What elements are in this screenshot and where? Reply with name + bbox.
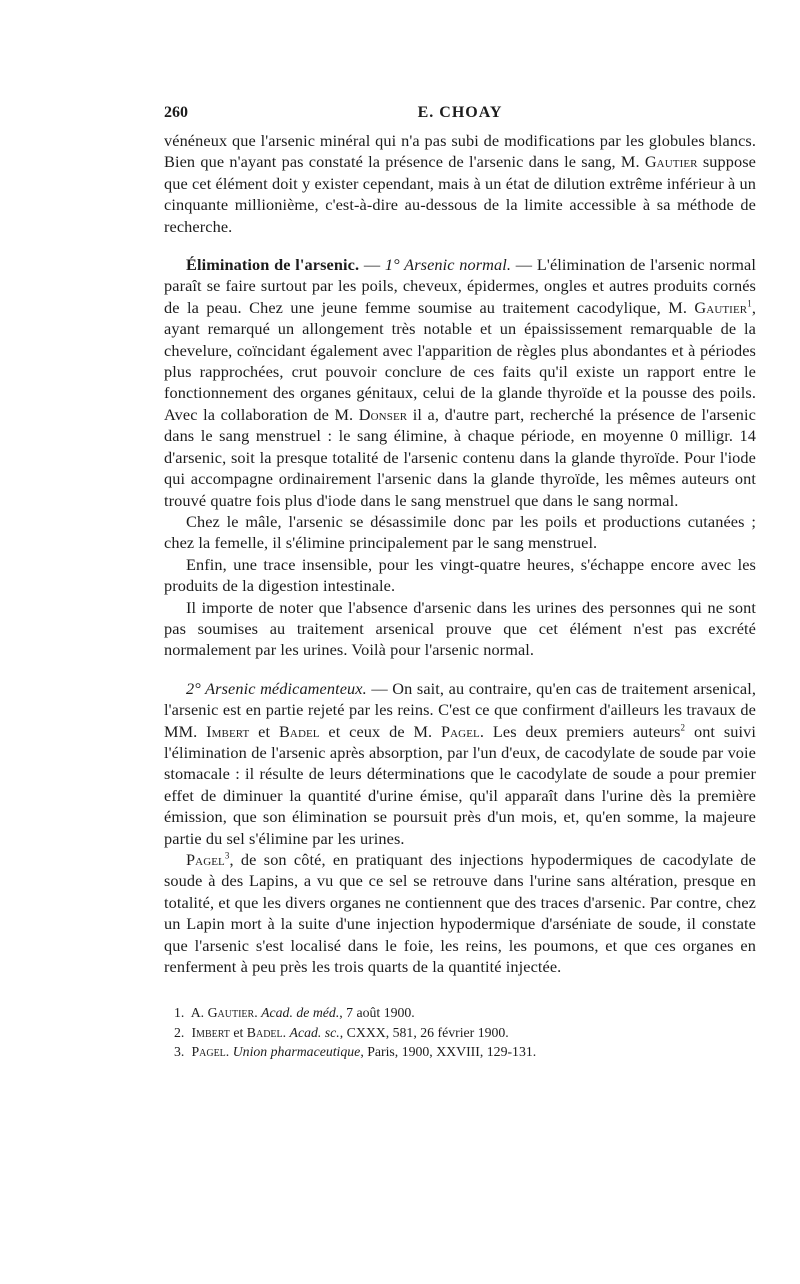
footnote-ref: 1: [747, 298, 752, 309]
subsection-heading: 2° Arsenic médicamenteux.: [186, 678, 367, 698]
text-run: et ceux de M.: [319, 721, 441, 741]
text-run: —: [511, 255, 537, 275]
text-run: —: [366, 678, 393, 698]
text-run: , CXXX, 581, 26 février 1900.: [339, 1024, 509, 1040]
text-run: ont suivi l'élimination de l'arsenic après absorption, par l'un d'eux, de cacodylate de soude par voie stomacale : il résulte de leurs déterminations que le cacodylate de soude a pour premier effet de diminuer la quantité d'urine émise, qu'il apparaît dans l'urine dès la première émission, que son élimination se poursuit près d'un mois, et, qu'en somme, la majeure partie du sel s'élimine par les urines.: [164, 721, 757, 848]
journal-title: Acad. de méd.: [261, 1005, 340, 1021]
running-head: [164, 104, 756, 130]
text-run: suppose que cet élément doit y exister cependant, mais à un état de dilution extrême inférieur à un cinquante millionième, c'est-à-dire au-dessous de la limite accessible à sa méthode de recherche.: [164, 152, 756, 236]
footnote-number: 1.: [174, 1005, 185, 1021]
text-run: . Les deux premiers auteurs: [479, 721, 681, 741]
text-run: .: [225, 1044, 233, 1060]
section-paragraph: [164, 678, 756, 849]
footnote: [164, 1003, 756, 1023]
paragraph: Il importe de noter que l'absence d'arsenic dans les urines des personnes qui ne sont pas soumises au traitement arsenical prouve que cet élément n'est pas excrété normalement par les urines. Voilà pour l'arsenic normal.: [164, 597, 756, 660]
text-run: .: [282, 1024, 290, 1040]
footnote: [164, 1042, 756, 1062]
journal-title: Union pharmaceutique: [232, 1044, 361, 1060]
page-number: 260: [164, 104, 188, 121]
author-name: Imbert: [191, 1024, 230, 1040]
paragraph: Chez le mâle, l'arsenic se désassimile donc par les poils et productions cutanées ; chez la femelle, il s'élimine principalement par le sang menstruel.: [164, 511, 756, 553]
paragraph: Enfin, une trace insensible, pour les vingt-quatre heures, s'échappe encore avec les produits de la digestion intestinale.: [164, 554, 756, 596]
text-run: vénéneux que l'arsenic minéral qui n'a pas subi de modifications par les globules blancs. Bien que n'ayant pas constaté la présence de l'arsenic dans le sang, M.: [164, 131, 756, 172]
text-run: L'élimination de l'arsenic normal paraît se faire surtout par les poils, cheveux, épidermes, ongles et autres produits cornés de la peau. Chez une jeune femme soumise au traitement cacodylique, M.: [164, 255, 756, 317]
text-run: , ayant remarqué un allongement très notable et un épaississement remarquable de la chevelure, coïncidant également avec l'apparition de règles plus abondantes et à périodes plus rapprochées, crut pouvoir conclure de ces faits qu'il existe un rapport entre le fonctionnement des organes génitaux, celui de la glande thyroïde et la pousse des poils. Avec la collaboration de M.: [164, 297, 756, 424]
footnote: [164, 1023, 756, 1043]
text-run: A.: [190, 1005, 208, 1021]
text-run: .: [254, 1005, 262, 1021]
author-name: Gautier: [644, 152, 698, 172]
author-name: Donser: [358, 404, 408, 424]
text-run: —: [359, 255, 385, 275]
text-run: On sait, au contraire, qu'en cas de traitement arsenical, l'arsenic est en partie rejeté par les reins. C'est ce que confirment d'ailleurs les travaux de MM.: [164, 678, 756, 741]
text-run: , Paris, 1900, XXVIII, 129-131.: [360, 1044, 537, 1060]
footnote-number: 3.: [174, 1044, 185, 1060]
author-name: Gautier: [207, 1005, 255, 1021]
section-paragraph: [164, 254, 756, 511]
footnote-ref: 2: [680, 722, 686, 733]
footnote-ref: 3: [224, 850, 230, 861]
paragraph: [164, 130, 756, 237]
journal-title: Acad. sc.: [289, 1024, 340, 1040]
author-name: Pagel: [191, 1044, 226, 1060]
text-run: et: [249, 721, 279, 741]
author-name: Pagel: [186, 850, 225, 869]
author-name: Pagel: [440, 721, 480, 741]
running-title: E. CHOAY: [417, 104, 503, 121]
document-page: [164, 104, 756, 1062]
author-name: Gautier: [694, 297, 748, 317]
section-heading: Élimination de l'arsenic.: [186, 255, 360, 275]
author-name: Imbert: [206, 721, 250, 741]
paragraph: [164, 849, 756, 977]
author-name: Badel: [278, 721, 320, 741]
footnote-number: 2.: [174, 1024, 185, 1040]
text-run: et: [229, 1024, 247, 1040]
text-run: il a, d'autre part, recherché la présence de l'arsenic dans le sang menstruel : le sang élimine, à chaque période, en moyenne 0 milligr. 14 d'arsenic, soit la presque totalité de l'arsenic contenu dans la glande thyroïde. Pour l'iode qui accompagne ordinairement l'arsenic dans la glande thyroïde, les mêmes auteurs ont trouvé quatre fois plus d'iode dans le sang menstruel que dans le sang normal.: [164, 404, 756, 510]
footnotes: [164, 1003, 756, 1062]
author-name: Badel: [246, 1024, 283, 1040]
text-run: , 7 août 1900.: [339, 1005, 415, 1021]
body-text: [164, 130, 756, 977]
subsection-heading: 1° Arsenic normal.: [384, 255, 512, 275]
text-run: , de son côté, en pratiquant des injections hypodermiques de cacodylate de soude à des Lapins, a vu que ce sel se retrouve dans l'urine sans altération, presque en totalité, et que les divers organes ne contiennent que des traces d'arsenic. Par contre, chez un Lapin mort à la suite d'une injection hypodermique d'arséniate de soude, il constate que l'arsenic s'est localisé dans le foie, les reins, les poumons, et que ces organes en renferment à peu près les trois quarts de la quantité injectée.: [164, 850, 756, 977]
